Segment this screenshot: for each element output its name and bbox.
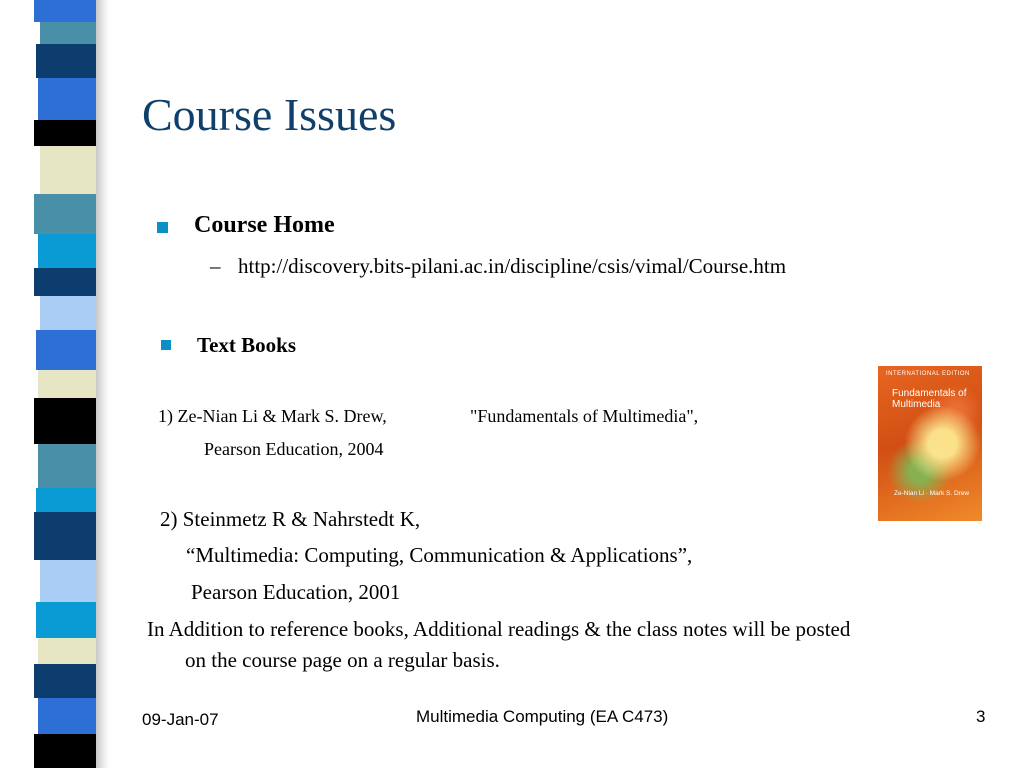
text-books-label: Text Books — [197, 333, 297, 357]
book1-publisher: Pearson Education, 2004 — [204, 439, 384, 459]
stripe-block — [38, 370, 96, 398]
footer-date: 09-Jan-07 — [142, 710, 219, 729]
dash-bullet: – — [210, 254, 221, 278]
stripe-block — [36, 44, 96, 78]
stripe-block — [38, 78, 96, 120]
stripe-block — [34, 268, 96, 296]
stripe-block — [36, 330, 96, 370]
book-cover-image — [878, 366, 982, 521]
footer-page-number: 3 — [976, 707, 986, 726]
stripe-shadow — [96, 0, 110, 768]
book-cover-authors: Ze-Nian Li · Mark S. Drew — [894, 490, 970, 497]
bullet-square-icon — [157, 222, 168, 233]
book-cover-title: Fundamentals of Multimedia — [892, 388, 967, 410]
stripe-block — [34, 398, 96, 444]
course-url-link[interactable]: http://discovery.bits-pilani.ac.in/discipline/csis/vimal/Course.htm — [238, 254, 787, 278]
stripe-block — [40, 296, 96, 330]
note-line-1: In Addition to reference books, Additional readings & the class notes will be posted — [147, 617, 851, 641]
stripe-block — [38, 638, 96, 664]
book2-publisher: Pearson Education, 2001 — [191, 580, 401, 604]
stripe-block — [40, 22, 98, 44]
stripe-block — [34, 120, 96, 146]
footer-course: Multimedia Computing (EA C473) — [416, 707, 669, 726]
stripe-block — [36, 602, 96, 638]
bullet-square-icon — [161, 340, 171, 350]
stripe-block — [38, 698, 96, 734]
stripe-block — [34, 664, 96, 698]
decorative-stripe-bar — [0, 0, 110, 768]
note-line-2: on the course page on a regular basis. — [185, 648, 500, 672]
stripe-block — [34, 512, 96, 560]
book1-authors: 1) Ze-Nian Li & Mark S. Drew, — [158, 406, 387, 426]
stripe-block — [40, 146, 96, 194]
book1-title: "Fundamentals of Multimedia", — [470, 406, 699, 426]
stripe-block — [34, 0, 98, 22]
stripe-block — [38, 444, 96, 488]
stripe-block — [40, 560, 96, 602]
book2-title: “Multimedia: Computing, Communication & Applications”, — [186, 543, 693, 567]
book-cover-edition: INTERNATIONAL EDITION — [886, 371, 970, 377]
book2-authors: 2) Steinmetz R & Nahrstedt K, — [160, 507, 421, 531]
course-home-label: Course Home — [194, 212, 335, 238]
stripe-block — [34, 734, 96, 768]
stripe-block — [34, 194, 96, 234]
stripe-block — [38, 234, 96, 268]
slide-title: Course Issues — [142, 89, 397, 140]
stripe-block — [36, 488, 96, 512]
